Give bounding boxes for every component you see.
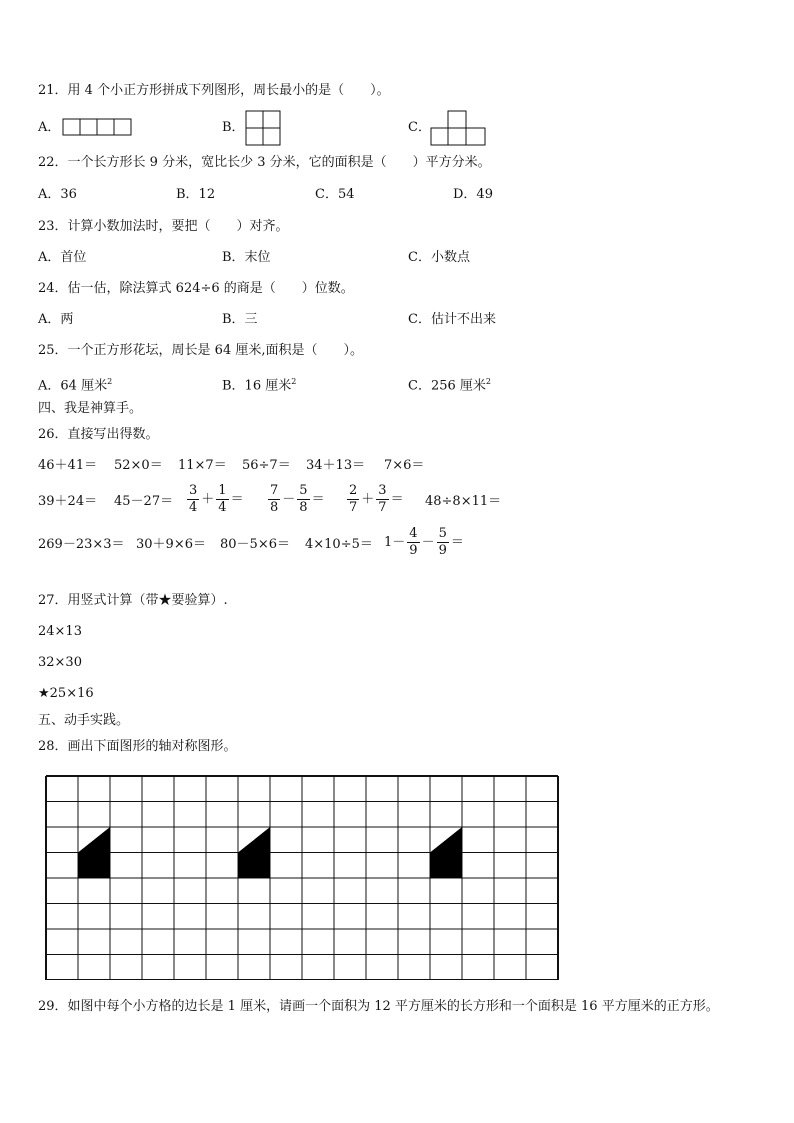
fraction: $\frac{5}{8}$: [299, 483, 308, 515]
q21-stem: 21．用 4 个小正方形拼成下列图形，周长最小的是（ ）。: [38, 83, 390, 98]
q22-option-d: D．49: [453, 187, 493, 202]
q25-option-b: B．16 厘米$^2$: [222, 377, 297, 394]
q22-stem: 22．一个长方形长 9 分米，宽比长少 3 分米，它的面积是（ ）平方分米。: [38, 155, 491, 170]
q21-shape-a: [62, 118, 132, 136]
q24-option-c: C．估计不出来: [408, 312, 496, 327]
q26-fraction-expr: $\frac{3}{4}$ ＋ $\frac{1}{4}$ ＝: [189, 483, 244, 515]
q21-option-a-label: A．: [38, 120, 61, 135]
fraction: $\frac{4}{9}$: [409, 526, 418, 558]
fraction: $\frac{1}{4}$: [218, 483, 227, 515]
q26-expr: 52×0＝: [114, 458, 163, 473]
q26-expr: 4×10÷5＝: [305, 537, 373, 552]
fraction: $\frac{5}{9}$: [438, 526, 447, 558]
q26-expr: 39＋24＝: [38, 494, 98, 509]
q27-stem: 27．用竖式计算（带★要验算）.: [38, 593, 228, 608]
q26-expr: 11×7＝: [178, 458, 227, 473]
q21-option-b-label: B．: [222, 120, 245, 135]
q27-item: 32×30: [38, 655, 82, 670]
q25-option-c: C．256 厘米$^2$: [408, 377, 491, 394]
q22-option-b: B．12: [176, 187, 216, 202]
q23-option-b: B．末位: [222, 250, 271, 265]
q25-stem: 25．一个正方形花坛，周长是 64 厘米,面积是（ ）。: [38, 343, 363, 358]
q26-fraction-expr: $\frac{7}{8}$ － $\frac{5}{8}$ ＝: [270, 483, 325, 515]
q26-fraction-expr: $\frac{2}{7}$ ＋ $\frac{3}{7}$ ＝: [349, 483, 404, 515]
q22-option-a: A．36: [38, 187, 77, 202]
q24-stem: 24．估一估，除法算式 624÷6 的商是（ ）位数。: [38, 281, 354, 296]
black-shape: [78, 827, 110, 878]
q26-fraction-expr: 1－ $\frac{4}{9}$ － $\frac{5}{9}$ ＝: [384, 526, 464, 558]
q24-option-b: B．三: [222, 312, 258, 327]
q23-option-a: A．首位: [38, 250, 87, 265]
q27-item: 24×13: [38, 624, 82, 639]
fraction: $\frac{3}{7}$: [378, 483, 387, 515]
section-5-title: 五、动手实践。: [38, 713, 130, 728]
q26-expr: 80－5×6＝: [220, 537, 290, 552]
fraction: $\frac{2}{7}$: [349, 483, 358, 515]
q26-stem: 26．直接写出得数。: [38, 427, 159, 442]
section-4-title: 四、我是神算手。: [38, 401, 143, 416]
black-shape: [430, 827, 462, 878]
black-shape: [238, 827, 270, 878]
q26-expr: 48÷8×11＝: [425, 494, 502, 509]
q26-expr: 30＋9×6＝: [136, 537, 206, 552]
q22-option-c: C．54: [315, 187, 355, 202]
q26-expr: 56÷7＝: [242, 458, 291, 473]
q27-item: ★25×16: [38, 686, 94, 701]
q21-option-c-label: C．: [408, 120, 431, 135]
q26-expr: 7×6＝: [384, 458, 425, 473]
q29-stem: 29．如图中每个小方格的边长是 1 厘米，请画一个面积为 12 平方厘米的长方形和一个面积是 16 平方厘米的正方形。: [38, 999, 719, 1014]
q26-expr: 269－23×3＝: [38, 537, 125, 552]
q24-option-a: A．两: [38, 312, 74, 327]
q28-stem: 28．画出下面图形的轴对称图形。: [38, 739, 237, 754]
q25-option-a: A．64 厘米$^2$: [38, 377, 113, 394]
fraction: $\frac{7}{8}$: [270, 483, 279, 515]
q28-grid: [44, 774, 566, 980]
fraction: $\frac{3}{4}$: [189, 483, 198, 515]
q21-shape-c: [430, 110, 486, 146]
q23-option-c: C．小数点: [408, 250, 470, 265]
q23-stem: 23．计算小数加法时，要把（ ）对齐。: [38, 219, 289, 234]
q21-shape-b: [245, 110, 281, 146]
q26-expr: 46＋41＝: [38, 458, 98, 473]
q26-expr: 34＋13＝: [306, 458, 366, 473]
q26-expr: 45－27＝: [114, 494, 174, 509]
